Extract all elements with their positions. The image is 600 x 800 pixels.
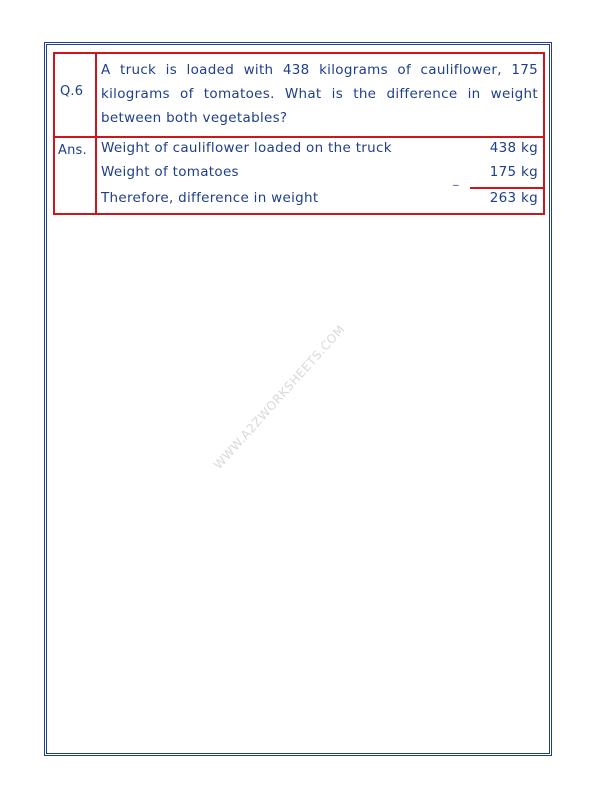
answer-row-3-text: Therefore, difference in weight xyxy=(101,190,319,206)
question-text: A truck is loaded with 438 kilograms of cauliflower, 175 kilograms of tomatoes. What is the difference in weight between both vegetables? xyxy=(101,62,538,126)
question-number: Q.6 xyxy=(60,84,84,99)
answer-row-3-value: 263 kg xyxy=(489,190,538,206)
row-divider xyxy=(53,136,545,138)
answer-row-1-text: Weight of cauliflower loaded on the truck xyxy=(101,140,392,156)
answer-row-1-value: 438 kg xyxy=(489,140,538,156)
column-divider xyxy=(95,52,97,215)
watermark: WWW.A2ZWORKSHEETS.COM xyxy=(211,322,348,472)
answer-label: Ans. xyxy=(58,143,87,158)
answer-row-2-value: 175 kg xyxy=(489,164,538,180)
result-underline xyxy=(470,187,543,189)
subtraction-sign: _ xyxy=(453,173,459,186)
answer-row-2-text: Weight of tomatoes xyxy=(101,164,239,180)
